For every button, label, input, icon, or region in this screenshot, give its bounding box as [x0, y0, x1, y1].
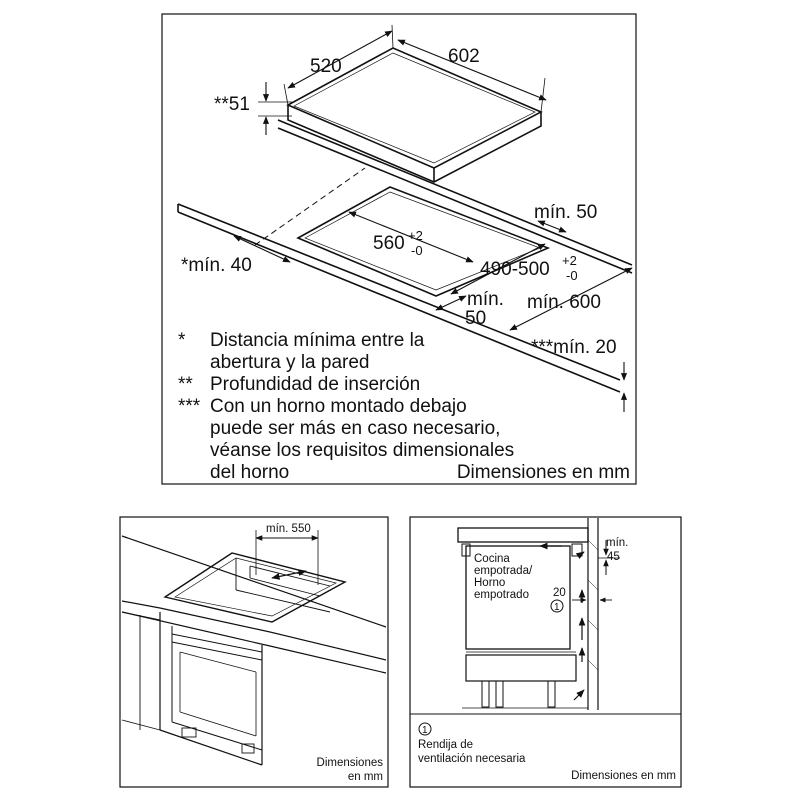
legend-star1-line1: Distancia mínima entre la: [210, 330, 425, 351]
insertion-depth-dimension: [258, 82, 292, 135]
legend-star2-text: Profundidad de inserción: [210, 374, 421, 395]
counter-thickness-label: ***mín. 20: [531, 337, 617, 358]
cutout-depth-tol-minus: -0: [566, 268, 578, 283]
vent-legend-line2: ventilación necesaria: [418, 753, 526, 765]
depth-label: 520: [310, 56, 342, 77]
counter-depth-label: mín. 600: [527, 292, 601, 313]
insertion-depth-label: **51: [214, 94, 250, 115]
appliance-label-line4: empotrado: [474, 589, 529, 601]
front-clearance-label-b: 50: [465, 308, 487, 329]
bottom-left-units-line2: en mm: [347, 771, 383, 783]
rear-clearance-label: *mín. 40: [181, 255, 252, 276]
right-clearance-label: mín. 50: [534, 202, 598, 223]
cutout-width-tol-minus: -0: [411, 243, 423, 258]
legend-star1-line2: abertura y la pared: [210, 352, 370, 373]
cutout-depth-tol-plus: +2: [562, 253, 577, 268]
cutout-width-tol-plus: +2: [408, 228, 423, 243]
front-clearance-dimension: [436, 296, 466, 310]
legend-star1-mark: *: [178, 330, 186, 351]
appliance-label-line3: Horno: [474, 577, 506, 589]
legend-star3-mark: ***: [178, 396, 201, 417]
width-label: 602: [448, 46, 480, 67]
legend-star3-line3: véanse los requisitos dimensionales: [210, 440, 515, 461]
legend-star3-line1: Con un horno montado debajo: [210, 396, 467, 417]
min-550-label: mín. 550: [266, 523, 311, 535]
appliance-label-line1: Cocina: [474, 553, 510, 565]
min-45-label-a: mín.: [606, 537, 629, 549]
alignment-dashed-line: [255, 168, 365, 245]
cabinet-drawing: [122, 536, 386, 765]
vent-marker: 1: [554, 602, 560, 613]
appliance-label-line2: empotrada/: [474, 565, 533, 577]
min-45-label-b: 45: [607, 551, 620, 563]
legend-marker: 1: [422, 725, 428, 736]
legend-star2-mark: **: [178, 374, 193, 395]
min-550-dimension: [256, 530, 318, 585]
front-clearance-label-a: mín.: [467, 289, 504, 310]
cutout-width-label: 560: [373, 233, 405, 254]
cutout-depth-label: 490-500: [480, 259, 550, 280]
legend-star3-line2: puede ser más en caso necesario,: [210, 418, 501, 439]
top-units-label: Dimensiones en mm: [456, 462, 630, 483]
bottom-left-units-line1: Dimensiones: [316, 757, 383, 769]
ventilation-drawing: [410, 518, 681, 735]
bottom-right-units-label: Dimensiones en mm: [571, 770, 676, 782]
legend-star3-line4: del horno: [210, 462, 290, 483]
vent-legend-line1: Rendija de: [418, 739, 473, 751]
gap-20-label: 20: [553, 587, 566, 599]
